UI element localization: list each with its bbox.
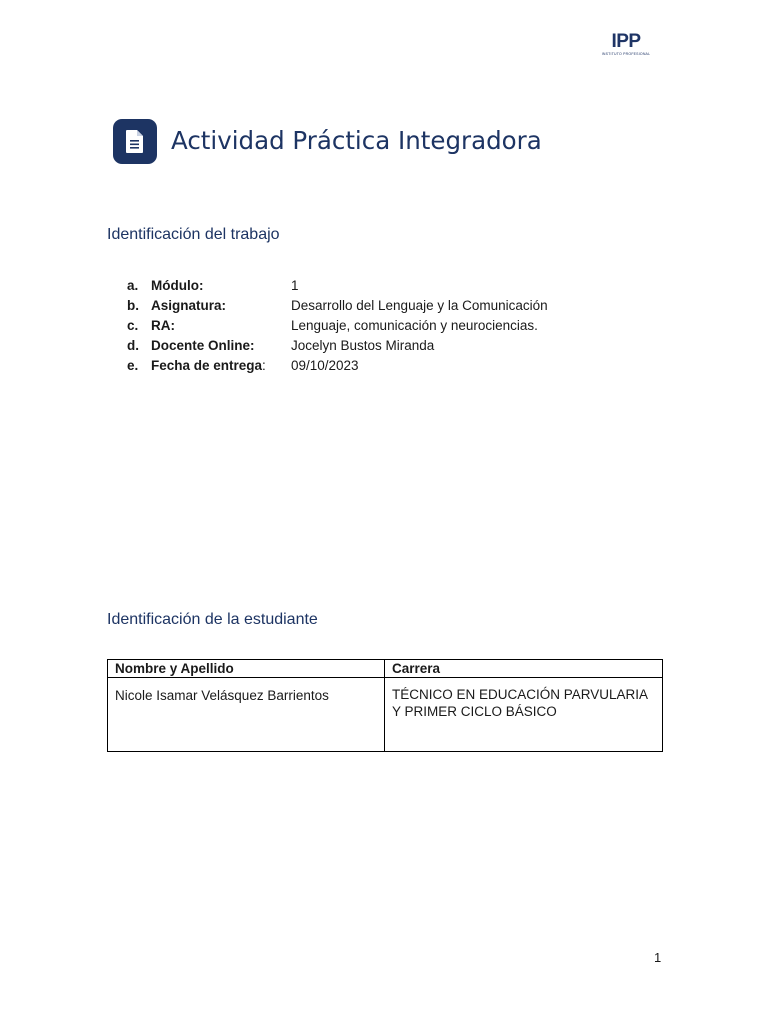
section-heading-student: Identificación de la estudiante: [107, 611, 318, 628]
student-table: [107, 659, 663, 752]
page-number: 1: [654, 950, 662, 965]
column-header-name: Nombre y Apellido: [108, 660, 385, 678]
column-header-career: Carrera: [385, 660, 663, 678]
logo-subtitle: INSTITUTO PROFESIONAL: [601, 52, 651, 56]
table-row: [108, 678, 663, 752]
document-icon: [113, 119, 157, 164]
table-header-row: [108, 660, 663, 678]
section-heading-work: Identificación del trabajo: [107, 226, 280, 243]
institution-logo: [600, 32, 652, 57]
student-name-cell: Nicole Isamar Velásquez Barrientos: [108, 678, 385, 752]
career-line: TÉCNICO EN EDUCACIÓN PARVULARIA: [392, 687, 649, 702]
document-title: Actividad Práctica Integradora: [171, 126, 542, 155]
career-line: Y PRIMER CICLO BÁSICO: [392, 704, 557, 719]
logo-text: IPP: [611, 31, 641, 52]
student-career-cell: [385, 678, 663, 752]
